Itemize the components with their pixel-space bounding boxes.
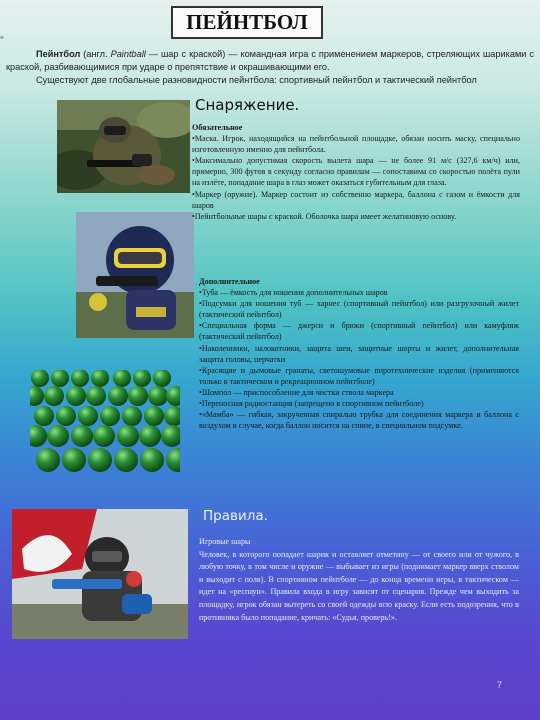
optional-item: •Туба — ёмкость для ношения дополнительных шаров [199,288,388,298]
rules-block [199,536,519,624]
paintball-shape [71,370,89,387]
required-item: •Пейнтбольные шары с краской. Оболочка шара имеет желатиновую основу. [192,211,457,221]
paintball-shape [34,406,54,426]
paintball-shape [144,406,164,426]
paintball-shape [62,448,86,472]
paintball-shape [114,448,138,472]
equipment-heading: Снаряжение. [195,96,300,114]
optional-item: •Подсумки для ношения туб — харнес (спортивный пейнтбол) или разгрузочный жилет (тактический пейнтбол) [199,299,519,320]
optional-equipment-label: Дополнительное [199,277,260,286]
required-equipment-block [192,122,520,222]
photo-paintballs [30,370,180,478]
intro-text [6,48,534,88]
paintball-shape [30,386,44,406]
corner-mark: ≡ [0,34,4,42]
paintball-shape [148,386,168,406]
optional-item: •Шомпол — приспособление для чистки ствола маркера [199,387,394,397]
required-item: •Маркер (оружие). Маркер состоит из собственно маркера, баллона с газом и ёмкости для шаров [192,189,520,210]
paintball-shape [36,448,60,472]
paintball-shape [122,406,142,426]
paintball-shape [108,386,128,406]
paintball-shape [128,386,148,406]
optional-item: •«Мамба» — гибкая, закрученная спиралью трубка для соединения маркера и баллона с воздухом в случае, когда баллон носится на спине, в специальном подсумке. [199,410,519,431]
paintball-shape [47,425,69,447]
paintball-shape [161,425,180,447]
intro-definition: — шар с краской) — командная игра с применением маркеров, стреляющих шариками с краской, разбивающимися при ударе о препятствие и окрашивающими его. [6,49,534,73]
paintball-shape [133,370,151,387]
paintball-shape [30,425,47,447]
term-english: Paintball [110,49,146,59]
paintball-shape [164,406,180,426]
page-title: ПЕЙНТБОЛ [171,6,323,39]
intro-paragraph-1 [6,48,534,74]
paintball-shape [31,370,49,387]
rules-text: Человек, в которого попадает шарик и оставляет отметину — от своего или от чужого, в любую точку, в том числе и оружие — выбывает из игры (поднимает маркер вверх стволом и выходит с поля). В спортивном пейнтболе — до конца времени игры, в тактическом — идет на «респаун». Правила входа в игру зависят от сценария. Прежде чем выходить за площадку, игрок обязан вытереть со своей одежды всю краску. Если есть подозрения, что в противника было попадание, кричать: «Судья, проверь!». [199,549,519,622]
paintball-shape [51,370,69,387]
paintball-shape [140,448,164,472]
paintball-shape [113,370,131,387]
page-number: 7 [497,680,503,690]
intro-paren: (англ. [80,49,111,59]
photo-masked-player [76,212,194,338]
optional-item: •Красящие и дымовые гранаты, светошумовые пиротехнические изделия (применяются только в тактическом и рекреационном пейнтболе) [199,365,519,386]
paintball-shape [91,370,109,387]
paintball-shape [78,406,98,426]
optional-item: •Наколенники, налокотники, защита шеи, защитные шорты и жилет, дополнительная защита головы, перчатки [199,343,519,364]
paintball-shape [117,425,139,447]
paintball-shape [166,386,180,406]
photo-camo-player [57,100,190,193]
rules-label: Игровые шары [199,537,251,546]
optional-equipment-block [199,276,519,431]
term-paintball: Пейнтбол [36,49,81,59]
optional-item: •Специальная форма — джерси и брюки (спортивный пейнтбол) или камуфляж (тактический пейнтбол) [199,321,519,342]
paintball-shape [86,386,106,406]
required-item: •Максимально допустимая скорость вылета шара — не более 91 м/с (327,6 км/ч) или, примерно, 300 футов в секунду согласно правилам — сопоставима со скоростью полёта пули на излёте, попадание шара в глаз может оказаться губительным для глаза. [192,156,520,188]
paintball-shape [100,406,120,426]
paintball-shape [88,448,112,472]
paintball-shape [166,448,180,472]
intro-paragraph-2: Существуют две глобальные разновидности пейнтбола: спортивный пейнтбол и тактический пейнтбол [36,75,477,86]
paintball-shape [93,425,115,447]
paintball-shape [66,386,86,406]
paintball-shape [56,406,76,426]
photo-flag-player [12,509,188,639]
required-equipment-label: Обязательное [192,123,243,132]
optional-item: •Переносная радиостанция (запрещено в спортивном пейнтболе) [199,399,424,409]
paintball-shape [139,425,161,447]
paintball-shape [71,425,93,447]
rules-heading: Правила. [203,508,268,524]
required-item: •Маска. Игрок, находящийся на пейнтбольной площадке, обязан носить маску, специально изготовленную именно для пейнтбола. [192,134,520,155]
paintball-shape [153,370,171,387]
paintball-shape [44,386,64,406]
